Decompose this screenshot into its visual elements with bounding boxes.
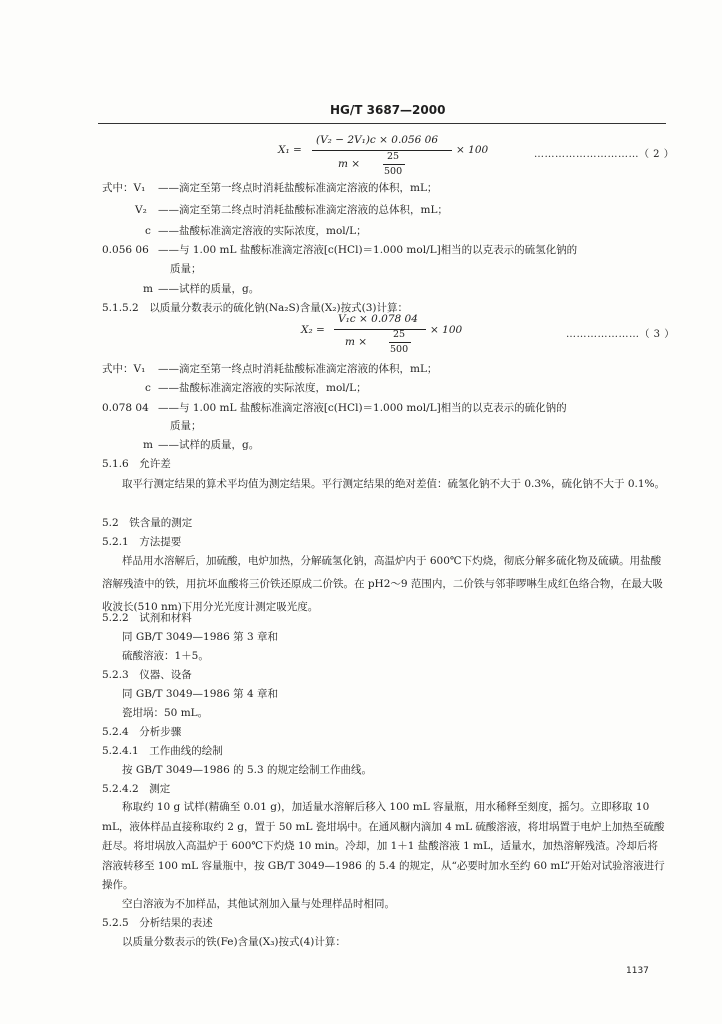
where2-sym-0: 式中：V₁: [102, 363, 146, 375]
section-5-2-2-title: 5.2.2 试剂和材料: [102, 612, 192, 624]
section-5-2-title: 5.2 铁含量的测定: [102, 517, 193, 529]
where1-text-3: ——与 1.00 mL 盐酸标准滴定溶液[c(HCl)＝1.000 mol/L]相当的以克表示的硫氢化钠的: [158, 244, 578, 256]
where2-sym-1: c: [145, 382, 151, 394]
where1-text-0: ——滴定至第一终点时消耗盐酸标准滴定溶液的体积，mL；: [158, 182, 438, 194]
section-5-1-6-body: 取平行测定结果的算术平均值为测定结果。平行测定结果的绝对差值：硫氢化钠不大于 0.3%，硫化钠不大于 0.1%。: [122, 478, 666, 490]
eq3-den-bar: [389, 342, 411, 343]
where1-text-4: 质量；: [170, 263, 202, 275]
section-5-2-1-title: 5.2.1 方法提要: [102, 536, 182, 548]
eq2-den-den: 500: [384, 166, 403, 177]
where2-text-0: ——滴定至第一终点时消耗盐酸标准滴定溶液的体积，mL；: [158, 363, 438, 375]
header-rule: [98, 123, 666, 124]
eq2-times: × 100: [456, 144, 489, 156]
where1-sym-3: 0.056 06: [102, 244, 149, 256]
section-5-2-5-title: 5.2.5 分析结果的表述: [102, 917, 213, 929]
where2-sym-4: m: [143, 439, 153, 451]
eq3-numerator: V₁c × 0.078 04: [338, 313, 418, 325]
section-5-2-2-line1: 同 GB/T 3049—1986 第 3 章和: [122, 631, 278, 643]
section-5-2-1-body: 样品用水溶解后，加硫酸，电炉加热，分解硫氢化钠，高温炉内于 600℃下灼烧，彻底分解多硫化物及硫磺。用盐酸溶解残渣中的铁，用抗坏血酸将三价铁还原成二价铁。在 pH2～9 范围内，二价铁与邻菲啰啉生成红色络合物，在最大吸收波长(510 nm)下用分光光度计测定吸光度。: [102, 555, 663, 613]
where2-text-1: ——盐酸标准滴定溶液的实际浓度，mol/L；: [158, 382, 367, 394]
eq3-denominator: m ×: [345, 336, 368, 348]
section-5-2-5-body: 以质量分数表示的铁(Fe)含量(X₃)按式(4)计算：: [122, 936, 346, 948]
eq3-times: × 100: [430, 324, 463, 336]
eq3-lhs: X₂ =: [301, 324, 325, 336]
eq3-den-den: 500: [390, 344, 409, 355]
where1-sym-2: c: [145, 225, 151, 237]
where1-text-1: ——滴定至第二终点时消耗盐酸标准滴定溶液的总体积，mL；: [158, 204, 448, 216]
section-5-2-3-line1: 同 GB/T 3049—1986 第 4 章和: [122, 688, 278, 700]
where1-sym-0: 式中：V₁: [102, 182, 146, 194]
where1-sym-1: V₂: [135, 204, 147, 216]
eq2-label: …………………………（ 2 ）: [534, 149, 675, 160]
eq3-den-num: 25: [393, 329, 406, 340]
where1-text-5: ——试样的质量，g。: [158, 283, 260, 295]
eq2-fraction-bar: [312, 150, 452, 151]
eq2-den-num: 25: [387, 151, 400, 162]
eq3-fraction-bar: [334, 329, 426, 330]
eq2-denominator: m ×: [338, 158, 361, 170]
section-5-2-4-title: 5.2.4 分析步骤: [102, 726, 182, 738]
section-5-2-4-2-body: 称取约 10 g 试样(精确至 0.01 g)，加适量水溶解后移入 100 mL 容量瓶，用水稀释至刻度，摇匀。立即移取 10 mL，液体样品直接称取约 2 g，置于 50 mL 瓷坩埚中。在通风橱内滴加 4 mL 硫酸溶液，将坩埚置于电炉上加热至硫酸赶尽。将坩埚放入高温炉于 600℃下灼烧 10 min。冷却，加 1＋1 盐酸溶液 1 mL，适量水，加热溶解残渣。冷却后将溶液转移至 100 mL 容量瓶中，按 GB/T 3049—1986 的 5.4 的规定，从“必要时加水至约 60 mL”开始对试验溶液进行操作。: [102, 801, 665, 891]
section-5-2-3-line2: 瓷坩埚：50 mL。: [122, 707, 209, 719]
section-5-2-2-line2: 硫酸溶液：1＋5。: [122, 650, 209, 662]
section-5-2-4-2-blank: 空白溶液为不加样品，其他试剂加入量与处理样品时相同。: [122, 898, 395, 910]
section-5-2-4-1-body: 按 GB/T 3049—1986 的 5.3 的规定绘制工作曲线。: [122, 764, 372, 776]
standard-number: HG/T 3687—2000: [330, 103, 446, 117]
where1-text-2: ——盐酸标准滴定溶液的实际浓度，mol/L；: [158, 225, 367, 237]
section-5-2-4-1-title: 5.2.4.1 工作曲线的绘制: [102, 745, 223, 757]
section-5-1-5-2: 5.1.5.2 以质量分数表示的硫化钠(Na₂S)含量(X₂)按式(3)计算：: [102, 302, 409, 314]
where1-sym-5: m: [143, 283, 153, 295]
page-number: 1137: [626, 966, 649, 976]
where2-text-2: ——与 1.00 mL 盐酸标准滴定溶液[c(HCl)＝1.000 mol/L]相当的以克表示的硫化钠的: [158, 402, 567, 414]
section-5-2-4-2-title: 5.2.4.2 测定: [102, 783, 171, 795]
where2-text-3: 质量；: [170, 420, 202, 432]
section-5-2-3-title: 5.2.3 仪器、设备: [102, 669, 192, 681]
eq3-label: …………………（ 3 ）: [566, 329, 675, 340]
eq2-numerator: (V₂ − 2V₁)c × 0.056 06: [316, 134, 439, 146]
where2-sym-2: 0.078 04: [102, 402, 149, 414]
eq2-den-bar: [383, 164, 405, 165]
eq2-lhs: X₁ =: [278, 144, 302, 156]
where2-text-4: ——试样的质量，g。: [158, 439, 260, 451]
section-5-1-6-title: 5.1.6 允许差: [102, 458, 171, 470]
